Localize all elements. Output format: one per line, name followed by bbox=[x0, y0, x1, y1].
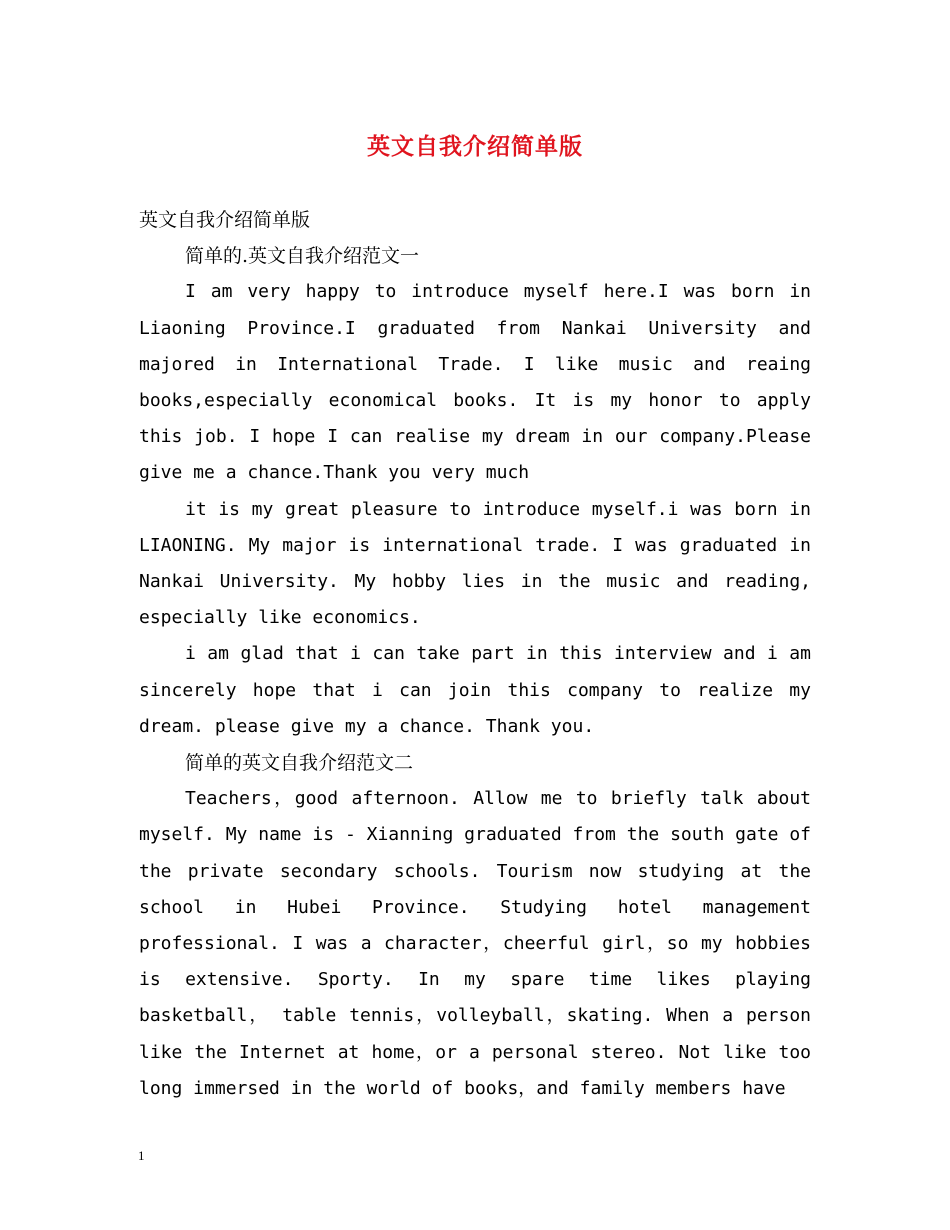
page-number: 1 bbox=[138, 1148, 145, 1163]
paragraph-sample-one: I am very happy to introduce myself here.I was born in Liaoning Province.I graduated from Nankai University and majored in International Trade. I like music and reaing books,especially economical books. It is my honor to apply this job. I hope I can realise my dream in our company.Please give me a chance.Thank you very much bbox=[139, 281, 811, 484]
document-body bbox=[139, 202, 811, 1107]
paragraph-sample-one-alt: it is my great pleasure to introduce myself.i was born in LIAONING. My major is international trade. I was graduated in Nankai University. My hobby lies in the music and reading, especially like economics. bbox=[139, 498, 811, 629]
paragraph-sample-two: Teachers，good afternoon. Allow me to briefly talk about myself. My name is - Xianning graduated from the south gate of the private secondary schools. Tourism now studying at the school in Hubei Province. Studying hotel management professional. I was a character，cheerful girl，so my hobbies is extensive. Sporty. In my spare time likes playing basketball， table tennis，volleyball，skating. When a person like the Internet at home，or a personal stereo. Not like too long immersed in the world of books，and family members have bbox=[139, 788, 811, 1099]
document-title: 英文自我介绍简单版 bbox=[367, 133, 583, 160]
section-heading-sample-two: 简单的英文自我介绍范文二 bbox=[185, 752, 414, 775]
section-heading-sample-one: 简单的.英文自我介绍范文一 bbox=[185, 245, 420, 268]
document-subtitle: 英文自我介绍简单版 bbox=[139, 209, 311, 231]
paragraph-sample-one-closing: i am glad that i can take part in this interview and i am sincerely hope that i can join this company to realize my dream. please give my a chance. Thank you. bbox=[139, 643, 811, 737]
